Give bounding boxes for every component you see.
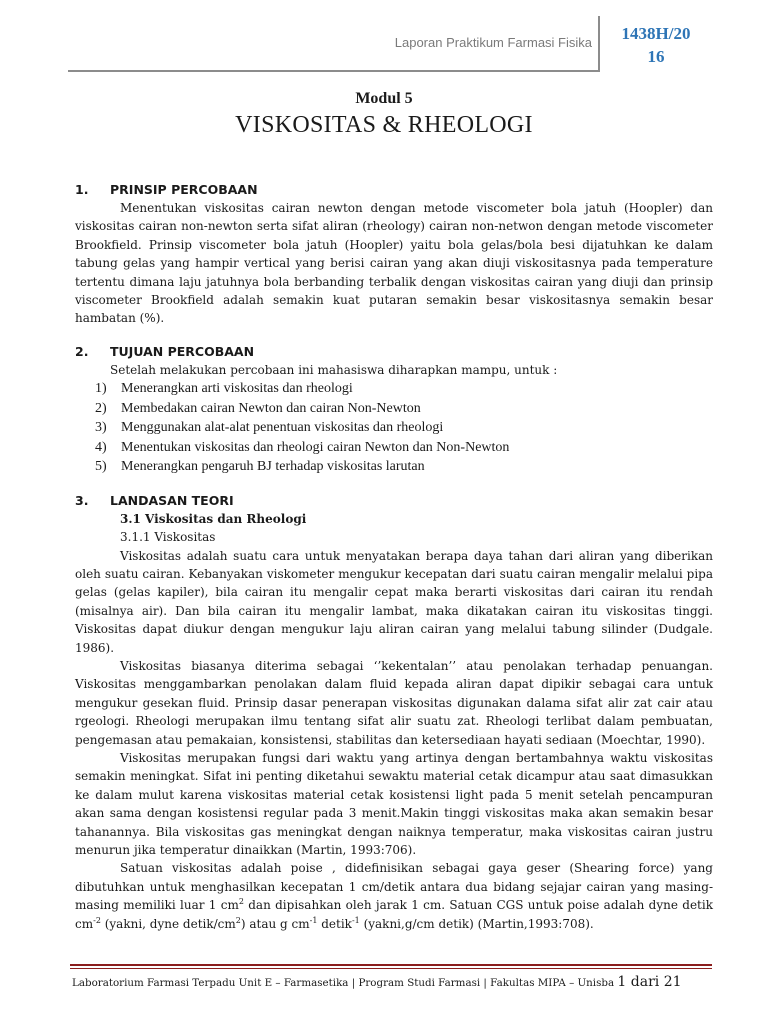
text-run: (yakni, dyne detik/cm	[100, 916, 236, 931]
list-item	[75, 399, 713, 419]
footer-rule	[70, 964, 712, 966]
section-title: PRINSIP PERCOBAAN	[110, 182, 258, 197]
document-body	[75, 180, 713, 947]
section-number: 2.	[75, 343, 89, 359]
paragraph: Viskositas merupakan fungsi dari waktu yang artinya dengan bertambahnya waktu viskositas semakin meningkat. Sifat ini penting diketahui sewaktu material cetak dicampur atau saat dimasukkan ke dalam mulut karena viskositas material cetak kosistensi light pada 5 menit setelah pencampuran akan sama dengan kosistensi regular pada 3 menit.Makin tinggi viskositas maka akan semakin besar tahanannya. Bila viskositas gas meningkat dengan naiknya temperatur, maka viskositas cairan justru menurun jika temperatur dinaikkan (Martin, 1993:706).	[75, 751, 713, 858]
text-run: detik	[317, 916, 352, 931]
modul-label: Modul 5	[355, 90, 413, 107]
list-item	[75, 379, 713, 399]
text-run: ) atau g cm	[240, 916, 310, 931]
section-number: 3.	[75, 492, 89, 508]
list-item	[75, 438, 713, 458]
paragraph: Setelah melakukan percobaan ini mahasiswa diharapkan mampu, untuk :	[110, 362, 558, 377]
section-title: LANDASAN TEORI	[110, 492, 234, 508]
list-number: 1)	[95, 381, 107, 397]
section-heading	[75, 491, 713, 510]
header-code-line1: 1438H/20	[621, 24, 691, 43]
text-run: dan dipisahkan oleh jarak 1 cm. Satuan CGS untuk poise adalah dyne detik cm	[75, 898, 713, 931]
paragraph: Viskositas adalah suatu cara untuk menyatakan berapa daya tahan dari aliran yang diberikan oleh suatu cairan. Kebanyakan viskometer mengukur kecepatan dari suatu cairan mengalir melalui pipa gelas (gelas kapiler), bila cairan itu mengalir cepat maka berarti viskositas dari cairan itu rendah (misalnya air). Dan bila cairan itu mengalir lambat, maka dikatakan cairan itu viskositas tinggi. Viskositas dapat diukur dengan mengukur laju aliran cairan yang melalui tabung silinder (Dudgale. 1986).	[75, 548, 713, 655]
section-prinsip	[75, 180, 713, 328]
footer-rule-thin	[70, 968, 712, 969]
superscript: 2	[238, 897, 244, 907]
header-title: Laporan Praktikum Farmasi Fisika	[394, 35, 592, 50]
list-text: Menentukan viskositas dan rheologi cairan Newton dan Non-Newton	[121, 439, 510, 455]
subsubsection-heading: 3.1.1 Viskositas	[120, 530, 216, 545]
page-total: dari 21	[626, 974, 682, 990]
section-title: TUJUAN PERCOBAAN	[110, 343, 255, 359]
list-number: 2)	[95, 400, 107, 416]
list-item	[75, 418, 713, 438]
list-text: Membedakan cairan Newton dan cairan Non-Newton	[121, 400, 421, 416]
section-heading	[75, 342, 713, 361]
footer-text: Laboratorium Farmasi Terpadu Unit E – Farmasetika | Program Studi Farmasi | Fakultas MIPA – Unisba	[72, 977, 618, 989]
section-landasan	[75, 491, 713, 933]
superscript: 2	[235, 915, 241, 925]
header-code	[604, 22, 708, 68]
paragraph: Menentukan viskositas cairan newton dengan metode viscometer bola jatuh (Hoopler) dan viskositas cairan non-newton serta sifat aliran (rheology) cairan non-netwon dengan metode viscometer Brookfield. Prinsip viscometer bola jatuh (Hoopler) yaitu bola gelas/bola besi dijatuhkan ke dalam tabung gelas yang hampir vertical yang berisi cairan yang akan diuji viskositasnya pada temperature tertentu dimana laju jatuhnya bola berbanding terbalik dengan viskositas cairan yang diuji dan prinsip viscometer Brookfield adalah semakin kuat putaran semakin besar viskositasnya semakin besar hambatan (%).	[75, 201, 713, 326]
list-number: 4)	[95, 439, 107, 455]
paragraph: Viskositas biasanya diterima sebagai ‘’kekentalan’’ atau penolakan terhadap penuangan. Viskositas menggambarkan penolakan dalam fluid kepada aliran dapat dipikir sebagai cara untuk mengukur gesekan fluid. Prinsip dasar penerapan viskositas digunakan dalama sifat alir zat cair atau rgeologi. Rheologi merupakan ilmu tentang sifat alir suatu zat. Rheologi terlibat dalam pembuatan, pengemasan atau pemakaian, konsistensi, stabilitas dan ketersediaan hayati sediaan (Moechtar, 1990).	[75, 659, 713, 747]
superscript: -1	[309, 915, 318, 925]
list-number: 3)	[95, 420, 107, 436]
superscript: -1	[351, 915, 360, 925]
list-text: Menerangkan arti viskositas dan rheologi	[121, 381, 353, 397]
section-number: 1.	[75, 182, 89, 197]
header-divider	[598, 16, 600, 72]
text-run: (yakni,g/cm detik) (Martin,1993:708).	[359, 916, 594, 931]
list-text: Menggunakan alat-alat penentuan viskositas dan rheologi	[121, 420, 444, 436]
list-number: 5)	[95, 459, 107, 475]
page-number: 1	[617, 974, 627, 990]
section-tujuan	[75, 342, 713, 477]
page-title: VISKOSITAS & RHEOLOGI	[235, 112, 533, 138]
superscript: -2	[93, 915, 101, 925]
header-code-line2: 16	[647, 47, 665, 66]
list-item	[75, 457, 713, 477]
header-rule	[68, 70, 600, 72]
text-run: Satuan viskositas adalah poise , didefinisikan sebagai gaya geser (Shearing force) yang dibutuhkan untuk menghasilkan kecepatan 1 cm/detik antara dua bidang sejajar cairan yang masing-masing memiliki luar 1 cm	[75, 861, 713, 913]
paragraph	[75, 859, 713, 933]
footer	[72, 974, 682, 990]
section-heading	[75, 180, 713, 199]
list-text: Menerangkan pengaruh BJ terhadap viskositas larutan	[121, 459, 425, 475]
subsection-heading: 3.1 Viskositas dan Rheologi	[120, 511, 307, 526]
objectives-list	[75, 379, 713, 477]
